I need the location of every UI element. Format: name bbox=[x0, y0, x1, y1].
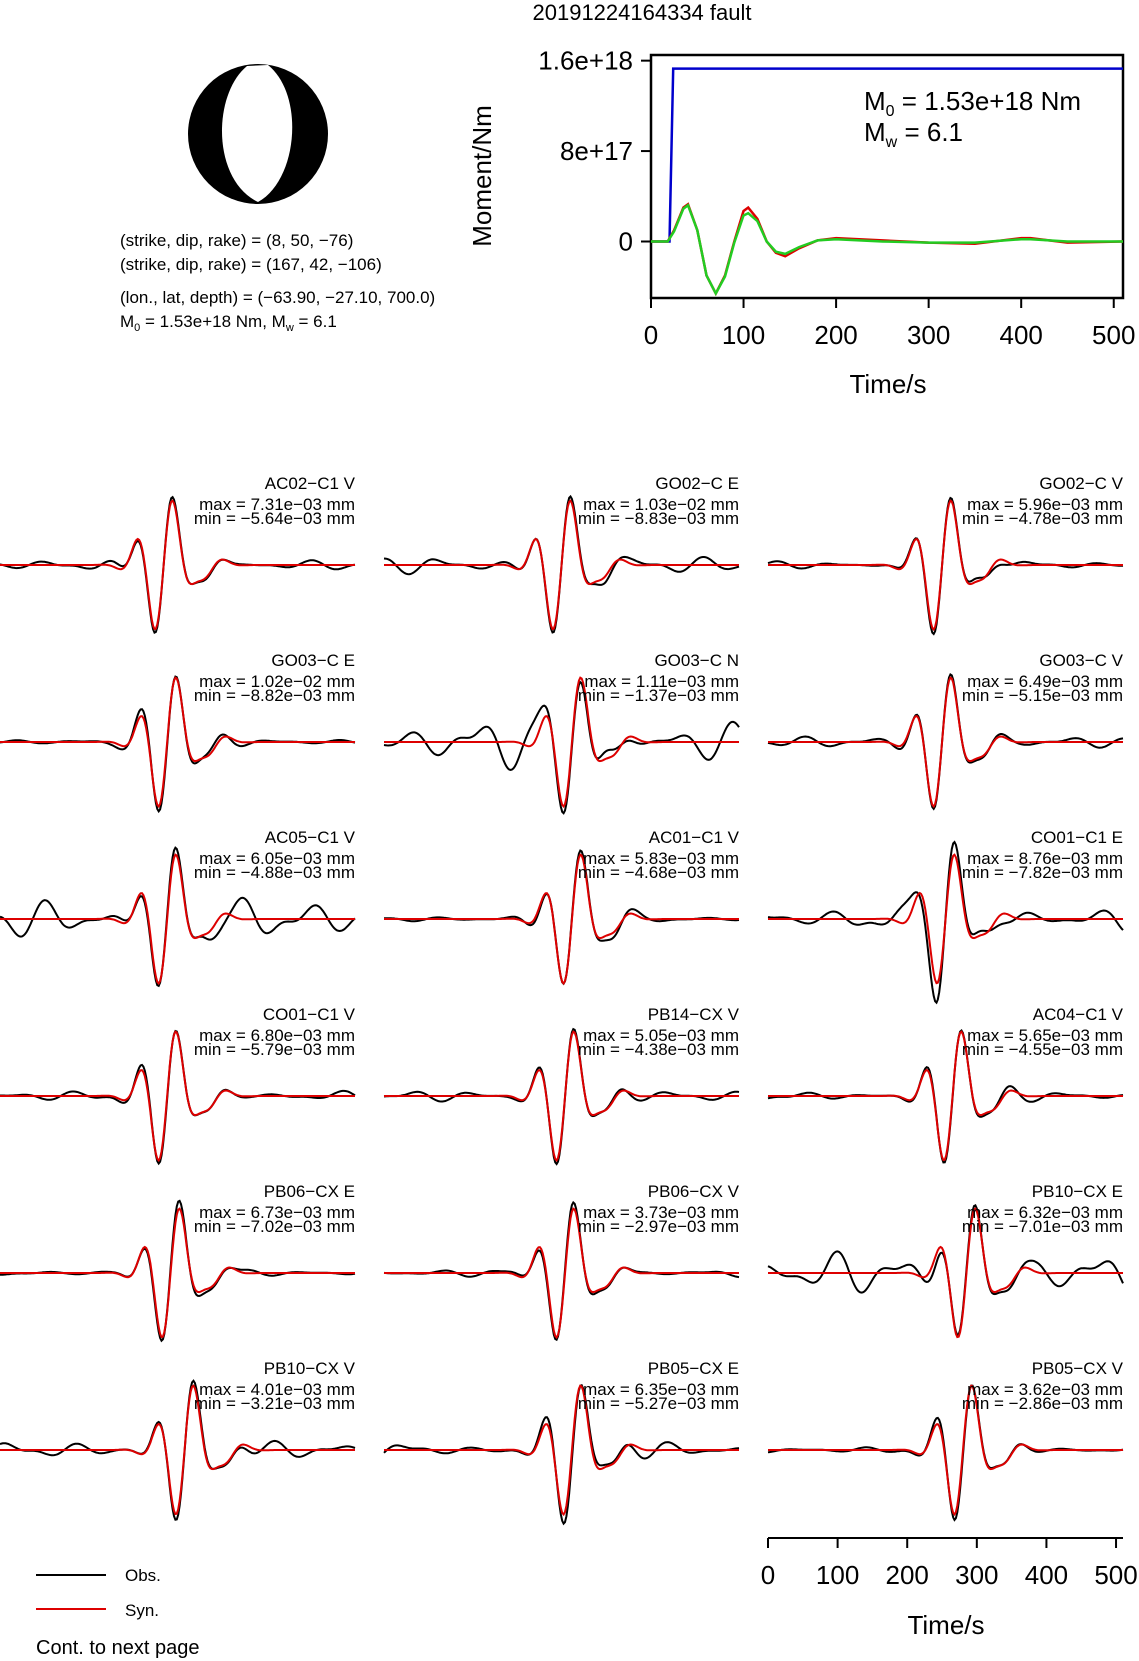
moment-xtick-label: 0 bbox=[643, 320, 659, 350]
mechanism-line-3: (lon., lat, depth) = (−63.90, −27.10, 700.0) bbox=[120, 288, 436, 307]
legend-obs-label: Obs. bbox=[125, 1566, 161, 1585]
mechanism-line-1: (strike, dip, rake) = (8, 50, −76) bbox=[120, 231, 354, 250]
bottom-xtick-label: 300 bbox=[955, 1560, 999, 1590]
waveform-grid bbox=[0, 474, 1124, 1524]
station-label: AC05−C1 V bbox=[264, 828, 355, 847]
station-max: max = 7.31e−03 mm bbox=[199, 495, 355, 514]
station-label: GO03−C N bbox=[654, 651, 739, 670]
waveform-panel bbox=[0, 1005, 356, 1164]
station-label: GO03−C E bbox=[271, 651, 355, 670]
station-min: min = −4.88e−03 mm bbox=[193, 863, 355, 882]
station-min: min = −8.82e−03 mm bbox=[193, 686, 355, 705]
station-min: min = −5.64e−03 mm bbox=[193, 509, 355, 528]
waveform-panel bbox=[384, 1005, 740, 1164]
bottom-time-axis bbox=[761, 1538, 1138, 1590]
waveform-panel bbox=[768, 651, 1124, 809]
waveform-panel bbox=[0, 1182, 355, 1341]
station-min: min = −4.55e−03 mm bbox=[961, 1040, 1123, 1059]
moment-ytick-label: 1.6e+18 bbox=[538, 45, 633, 76]
figure-title: 20191224164334 fault bbox=[532, 0, 752, 25]
mechanism-line-2: (strike, dip, rake) = (167, 42, −106) bbox=[120, 255, 382, 274]
station-label: PB05−CX E bbox=[647, 1359, 739, 1378]
moment-xtick-label: 500 bbox=[1092, 320, 1136, 350]
station-label: PB05−CX V bbox=[1031, 1359, 1123, 1378]
legend bbox=[36, 1566, 161, 1620]
waveform-panel bbox=[0, 474, 356, 633]
station-label: GO02−C E bbox=[655, 474, 739, 493]
mechanism-line-4: $M_0 = 1.53e+18$ Nm, $M_w = 6.1$ bbox=[120, 312, 337, 334]
station-min: min = −4.38e−03 mm bbox=[577, 1040, 739, 1059]
bottom-xtick-label: 0 bbox=[760, 1560, 776, 1590]
station-label: AC02−C1 V bbox=[264, 474, 355, 493]
station-max: max = 3.73e−03 mm bbox=[583, 1203, 739, 1222]
station-max: max = 6.32e−03 mm bbox=[967, 1203, 1123, 1222]
station-label: AC04−C1 V bbox=[1032, 1005, 1123, 1024]
waveform-panel bbox=[768, 474, 1124, 634]
station-label: GO02−C V bbox=[1039, 474, 1123, 493]
moment-xtick-label: 100 bbox=[721, 320, 766, 350]
station-min: min = −1.37e−03 mm bbox=[577, 686, 739, 705]
bottom-xtick-label: 100 bbox=[815, 1560, 860, 1590]
bottom-xtick-label: 500 bbox=[1094, 1560, 1138, 1590]
waveform-panel bbox=[768, 1182, 1123, 1337]
station-min: min = −4.68e−03 mm bbox=[577, 863, 739, 882]
station-min: min = −4.78e−03 mm bbox=[961, 509, 1123, 528]
station-min: min = −2.86e−03 mm bbox=[961, 1394, 1123, 1413]
moment-series-line-3 bbox=[651, 205, 1123, 293]
station-max: max = 1.03e−02 mm bbox=[583, 495, 739, 514]
station-max: max = 3.62e−03 mm bbox=[967, 1380, 1123, 1399]
station-min: min = −8.83e−03 mm bbox=[577, 509, 739, 528]
waveform-panel bbox=[384, 1359, 739, 1524]
station-min: min = −2.97e−03 mm bbox=[577, 1217, 739, 1236]
moment-xlabel: Time/s bbox=[849, 369, 927, 399]
station-label: CO01−C1 V bbox=[262, 1005, 355, 1024]
station-max: max = 6.73e−03 mm bbox=[199, 1203, 355, 1222]
station-label: PB10−CX V bbox=[263, 1359, 355, 1378]
station-label: PB14−CX V bbox=[647, 1005, 739, 1024]
waveform-panel bbox=[384, 828, 740, 984]
waveform-panel bbox=[384, 474, 739, 633]
waveform-panel bbox=[384, 1182, 740, 1340]
moment-xtick-label: 300 bbox=[906, 320, 951, 350]
station-max: max = 8.76e−03 mm bbox=[967, 849, 1123, 868]
station-label: PB06−CX V bbox=[647, 1182, 739, 1201]
station-min: min = −7.02e−03 mm bbox=[193, 1217, 355, 1236]
bottom-xlabel: Time/s bbox=[907, 1610, 985, 1640]
station-label: AC01−C1 V bbox=[648, 828, 739, 847]
station-label: PB06−CX E bbox=[263, 1182, 355, 1201]
station-min: min = −5.27e−03 mm bbox=[577, 1394, 739, 1413]
waveform-panel bbox=[0, 1359, 356, 1520]
station-max: max = 5.96e−03 mm bbox=[967, 495, 1123, 514]
moment-mw-label: $M_w = 6.1$ bbox=[864, 117, 964, 151]
station-max: max = 5.05e−03 mm bbox=[583, 1026, 739, 1045]
station-max: max = 1.11e−03 mm bbox=[584, 672, 739, 691]
waveform-panel bbox=[0, 651, 355, 811]
bottom-xtick-label: 200 bbox=[885, 1560, 929, 1590]
station-label: GO03−C V bbox=[1039, 651, 1123, 670]
moment-ylabel: Moment/Nm bbox=[467, 105, 497, 247]
station-min: min = −7.01e−03 mm bbox=[961, 1217, 1123, 1236]
beachball-icon bbox=[188, 64, 328, 204]
station-label: CO01−C1 E bbox=[1030, 828, 1123, 847]
moment-ytick-label: 8e+17 bbox=[559, 136, 633, 167]
footer-note: Cont. to next page bbox=[36, 1637, 200, 1659]
bottom-xtick-label: 400 bbox=[1024, 1560, 1069, 1590]
station-min: min = −5.15e−03 mm bbox=[961, 686, 1123, 705]
station-min: min = −5.79e−03 mm bbox=[193, 1040, 355, 1059]
station-max: max = 5.65e−03 mm bbox=[967, 1026, 1123, 1045]
moment-m0-label: $M_0 = 1.53e+18$ Nm bbox=[864, 86, 1082, 120]
station-min: min = −3.21e−03 mm bbox=[193, 1394, 355, 1413]
legend-syn-label: Syn. bbox=[125, 1601, 160, 1620]
station-max: max = 1.02e−02 mm bbox=[199, 672, 355, 691]
moment-xtick-label: 400 bbox=[999, 320, 1043, 350]
waveform-panel bbox=[0, 828, 356, 986]
moment-xtick-label: 200 bbox=[814, 320, 858, 350]
waveform-panel bbox=[768, 828, 1123, 1003]
station-max: max = 4.01e−03 mm bbox=[199, 1380, 355, 1399]
waveform-panel bbox=[768, 1005, 1124, 1162]
waveform-panel bbox=[384, 651, 739, 813]
station-max: max = 6.05e−03 mm bbox=[199, 849, 355, 868]
moment-ytick-label: 0 bbox=[618, 226, 633, 257]
station-max: max = 6.49e−03 mm bbox=[967, 672, 1123, 691]
station-label: PB10−CX E bbox=[1031, 1182, 1123, 1201]
moment-rate-chart bbox=[467, 46, 1135, 399]
waveform-panel bbox=[768, 1359, 1124, 1520]
station-min: min = −7.82e−03 mm bbox=[961, 863, 1123, 882]
station-max: max = 6.35e−03 mm bbox=[583, 1380, 739, 1399]
station-max: max = 5.83e−03 mm bbox=[583, 849, 739, 868]
station-max: max = 6.80e−03 mm bbox=[199, 1026, 355, 1045]
